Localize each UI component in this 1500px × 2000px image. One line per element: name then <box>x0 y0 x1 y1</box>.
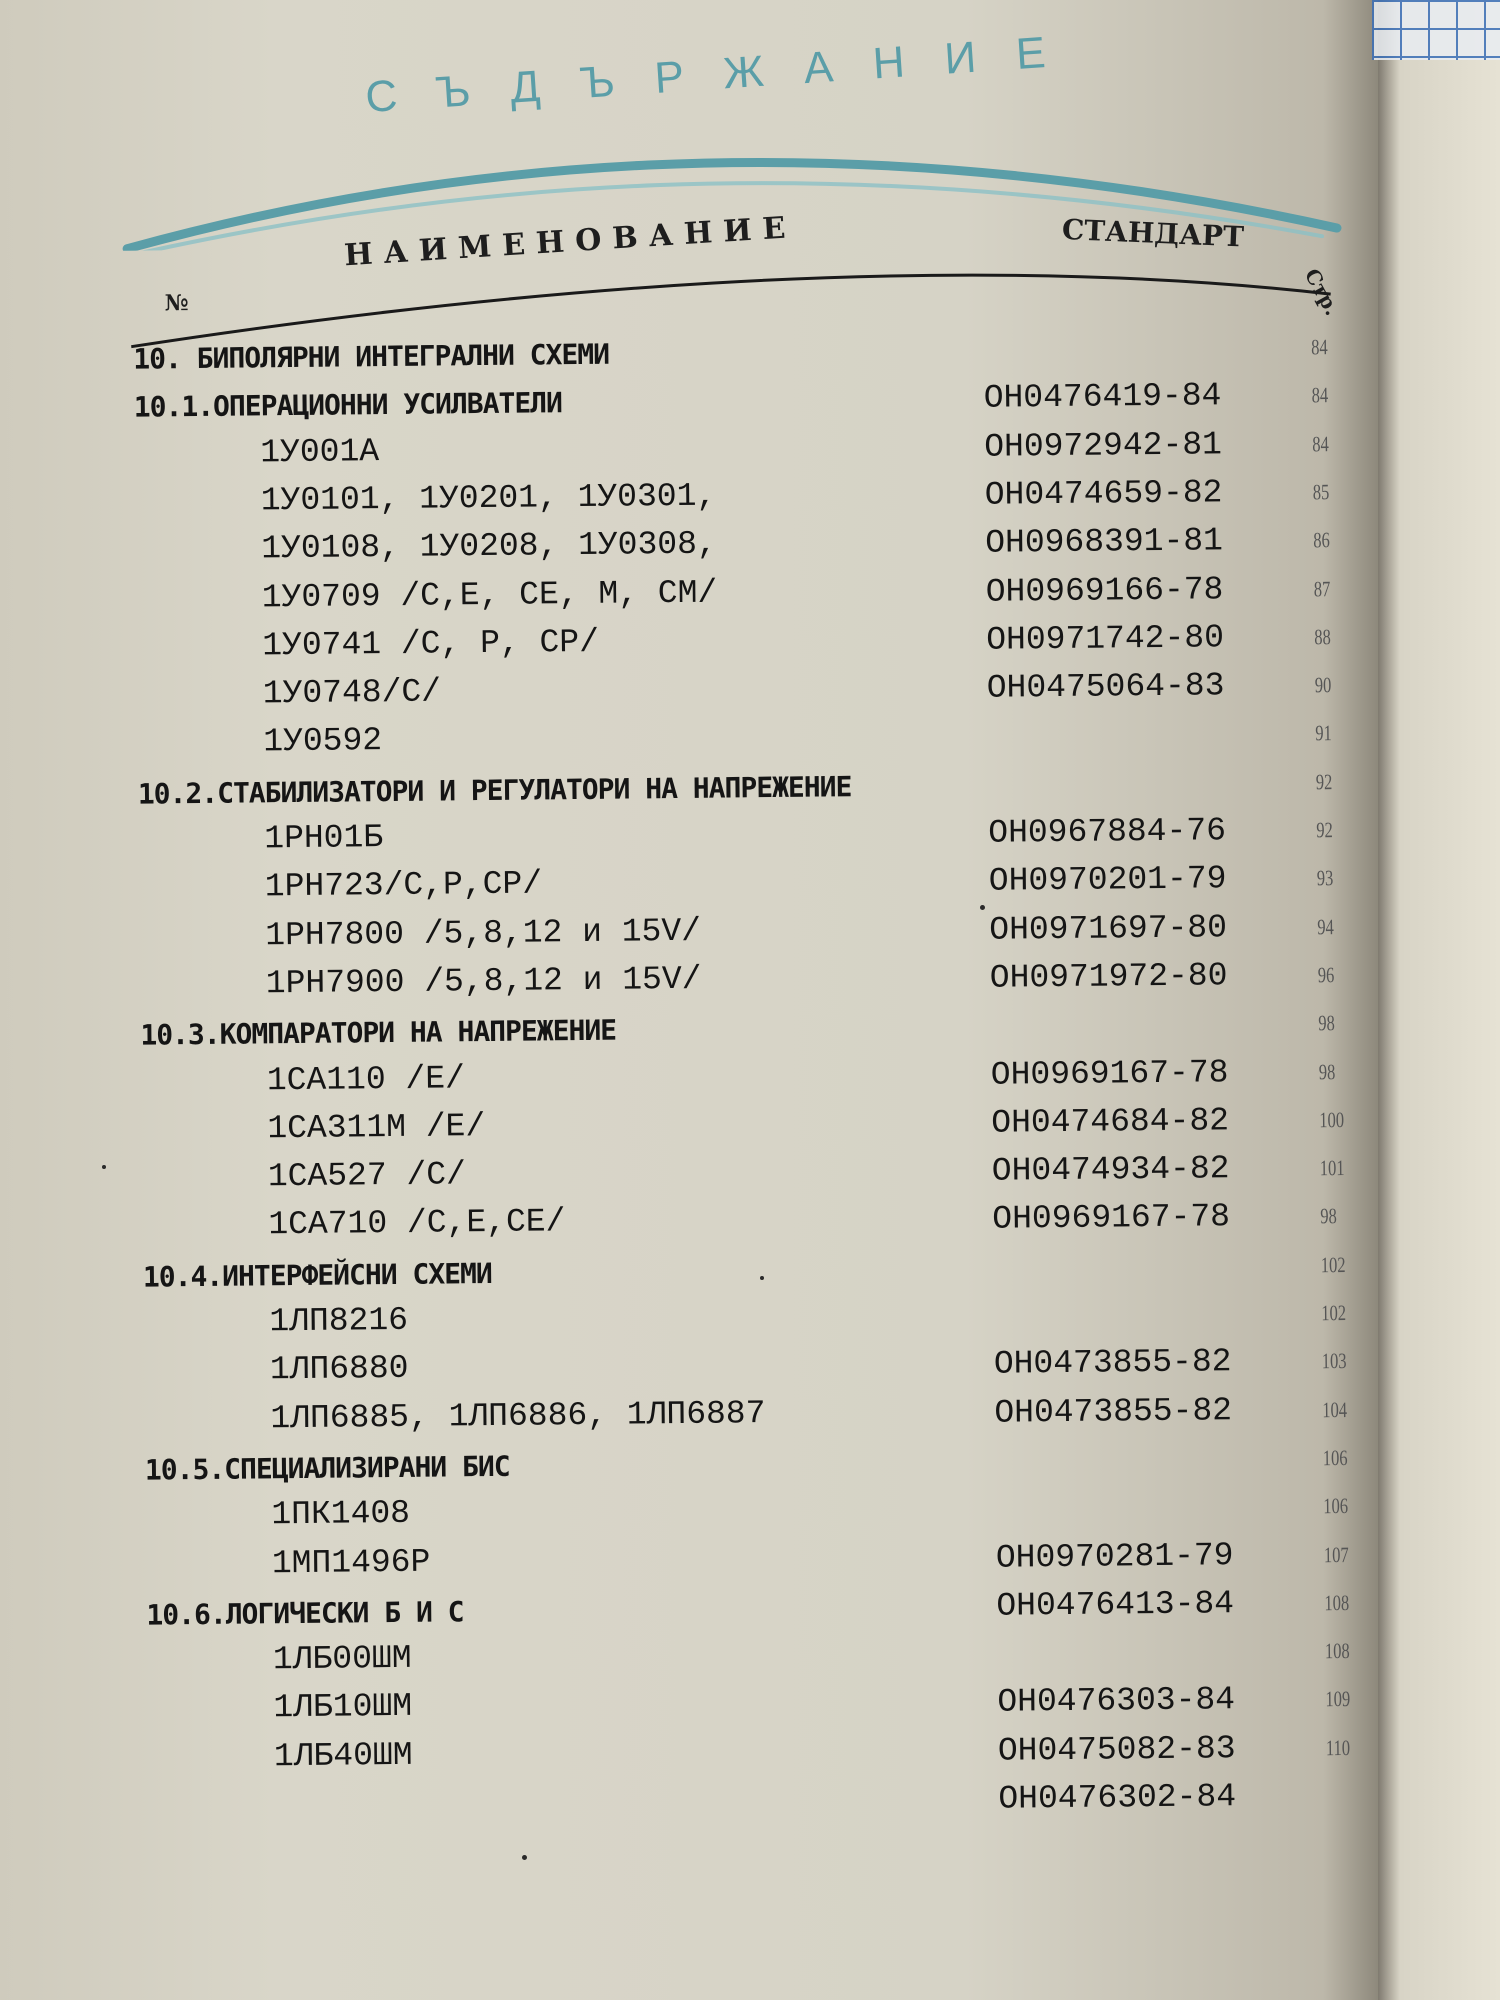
section-title: 10. БИПОЛЯРНИ ИНТЕГРАЛНИ СХЕМИ <box>133 337 610 376</box>
entry-name: 1МП1496Р <box>271 1543 431 1582</box>
entry-standard: ОН0474659-82 <box>984 474 1223 514</box>
entry-name: 1РН7900 /5,8,12 и 15V/ <box>265 960 702 1003</box>
entry-name: 1ЛП6885, 1ЛП6886, 1ЛП6887 <box>270 1394 766 1437</box>
entry-standard: ОН0475082-83 <box>997 1729 1236 1770</box>
entry-name: 1РН01Б <box>264 819 384 858</box>
entry-standard: ОН0476303-84 <box>997 1681 1236 1722</box>
entry-standard: ОН0474684-82 <box>991 1102 1230 1142</box>
entry-name: 1У0748/С/ <box>262 673 442 713</box>
entry-standard: ОН0967884-76 <box>988 812 1227 852</box>
entry-page-number: 98 <box>1320 1203 1337 1229</box>
entry-standard: ОН0971742-80 <box>986 619 1225 659</box>
entry-page-number: 110 <box>1325 1734 1351 1760</box>
entry-page-number: 90 <box>1314 672 1332 698</box>
entry-standard: ОН0971972-80 <box>989 957 1228 997</box>
entry-page-number: 98 <box>1318 1010 1335 1036</box>
entry-page-number: 93 <box>1316 865 1334 891</box>
entry-name: 1ЛБ40ШМ <box>273 1736 413 1775</box>
entry-name: 1РН7800 /5,8,12 и 15V/ <box>265 912 702 954</box>
entry-page-number: 101 <box>1319 1155 1345 1181</box>
entry-page-number: 108 <box>1324 1638 1350 1664</box>
grid-paper-corner <box>1372 0 1500 60</box>
entry-page-number: 100 <box>1319 1106 1345 1133</box>
entry-standard: ОН0969166-78 <box>985 570 1224 611</box>
entry-page-number: 84 <box>1312 430 1329 456</box>
entry-name: 1СА311М /Е/ <box>267 1107 486 1148</box>
section-title: 10.3.КОМПАРАТОРИ НА НАПРЕЖЕНИЕ <box>140 1013 617 1052</box>
ink-speck <box>980 905 985 910</box>
entry-page-number: 107 <box>1323 1541 1349 1567</box>
entry-standard: ОН0968391-81 <box>985 522 1224 562</box>
entry-standard: ОН0969167-78 <box>990 1053 1229 1094</box>
entry-standard: ОН0475064-83 <box>986 667 1225 707</box>
entry-name: 1СА710 /С,Е,СЕ/ <box>268 1203 566 1244</box>
entry-page-number: 96 <box>1317 962 1335 988</box>
section-title: 10.2.СТАБИЛИЗАТОРИ И РЕГУЛАТОРИ НА НАПРЕЖЕНИЕ <box>137 769 852 811</box>
entry-name: 1У0741 /С, Р, СР/ <box>262 623 600 665</box>
section-title: 10.5.СПЕЦИАЛИЗИРАНИ БИС <box>144 1449 510 1487</box>
entry-name: 1У0101, 1У0201, 1У0301, <box>260 477 717 520</box>
entry-page-number: 106 <box>1322 1444 1348 1471</box>
entry-page-number: 87 <box>1313 575 1331 601</box>
header-name: НАИМЕНОВАНИЕ <box>343 210 798 274</box>
entry-page-number: 91 <box>1315 720 1332 746</box>
entry-page-number: 92 <box>1316 817 1333 843</box>
page-edge <box>1378 0 1500 2000</box>
entry-page-number: 104 <box>1322 1396 1348 1422</box>
entry-page-number: 102 <box>1321 1300 1347 1326</box>
entry-name: 1ПК1408 <box>271 1495 411 1534</box>
entry-standard: ОН0473855-82 <box>993 1343 1232 1384</box>
entry-page-number: 92 <box>1315 768 1333 794</box>
entry-standard: ОН0476413-84 <box>996 1585 1235 1625</box>
section-title: 10.1.ОПЕРАЦИОННИ УСИЛВАТЕЛИ <box>133 386 563 424</box>
entry-standard: ОН0971697-80 <box>989 908 1228 949</box>
ink-speck <box>522 1855 527 1860</box>
entry-name: 1ЛП8216 <box>269 1301 409 1341</box>
entry-name: 1СА527 /С/ <box>267 1156 467 1196</box>
entry-name: 1У001А <box>260 432 380 471</box>
entry-page-number: 88 <box>1314 623 1331 650</box>
section-title: 10.4.ИНТЕРФЕЙСНИ СХЕМИ <box>142 1256 492 1294</box>
entry-name: 1ЛБ00ШМ <box>272 1639 412 1679</box>
entry-name: 1ЛП6880 <box>269 1350 409 1389</box>
entry-standard: ОН0972942-81 <box>984 425 1223 466</box>
entry-name: 1У0108, 1У0208, 1У0308, <box>261 525 717 568</box>
entry-page-number: 102 <box>1320 1251 1346 1277</box>
entry-standard: ОН0970281-79 <box>995 1536 1234 1577</box>
entry-name: 1РН723/С,Р,СР/ <box>264 865 543 906</box>
entry-name: 1СА110 /Е/ <box>266 1059 466 1099</box>
entry-page-number: 109 <box>1325 1686 1351 1712</box>
header-standard: СТАНДАРТ <box>1061 212 1245 254</box>
entry-page-number: 108 <box>1324 1589 1350 1616</box>
entry-name: 1У0709 /С,Е, СЕ, М, СМ/ <box>261 574 718 616</box>
entry-standard: ОН0970201-79 <box>988 860 1227 901</box>
entry-name: 1ЛБ10ШМ <box>273 1688 413 1727</box>
entry-standard: ОН0474934-82 <box>991 1150 1230 1190</box>
page-title: СЪДЪРЖАНИЕ <box>363 25 1087 123</box>
entry-page-number: 84 <box>1311 382 1329 408</box>
entry-page-number: 103 <box>1321 1348 1347 1374</box>
ink-speck <box>760 1276 764 1280</box>
header-page: Стр. <box>1299 264 1345 320</box>
section-title: 10.6.ЛОГИЧЕСКИ Б И С <box>146 1595 464 1632</box>
entry-page-number: 94 <box>1317 913 1334 939</box>
entry-standard: ОН0476419-84 <box>983 377 1222 418</box>
entry-page-number: 106 <box>1323 1493 1349 1519</box>
entry-page-number: 84 <box>1311 334 1328 360</box>
entry-standard: ОН0476302-84 <box>998 1778 1237 1818</box>
header-number: № <box>164 290 189 317</box>
entry-standard: ОН0969167-78 <box>992 1198 1231 1239</box>
ink-speck <box>102 1165 106 1169</box>
entry-page-number: 85 <box>1312 479 1330 505</box>
entry-page-number: 98 <box>1318 1058 1336 1084</box>
entry-page-number: 86 <box>1313 527 1330 553</box>
entry-name: 1У0592 <box>263 722 383 761</box>
entry-standard: ОН0473855-82 <box>994 1391 1233 1432</box>
